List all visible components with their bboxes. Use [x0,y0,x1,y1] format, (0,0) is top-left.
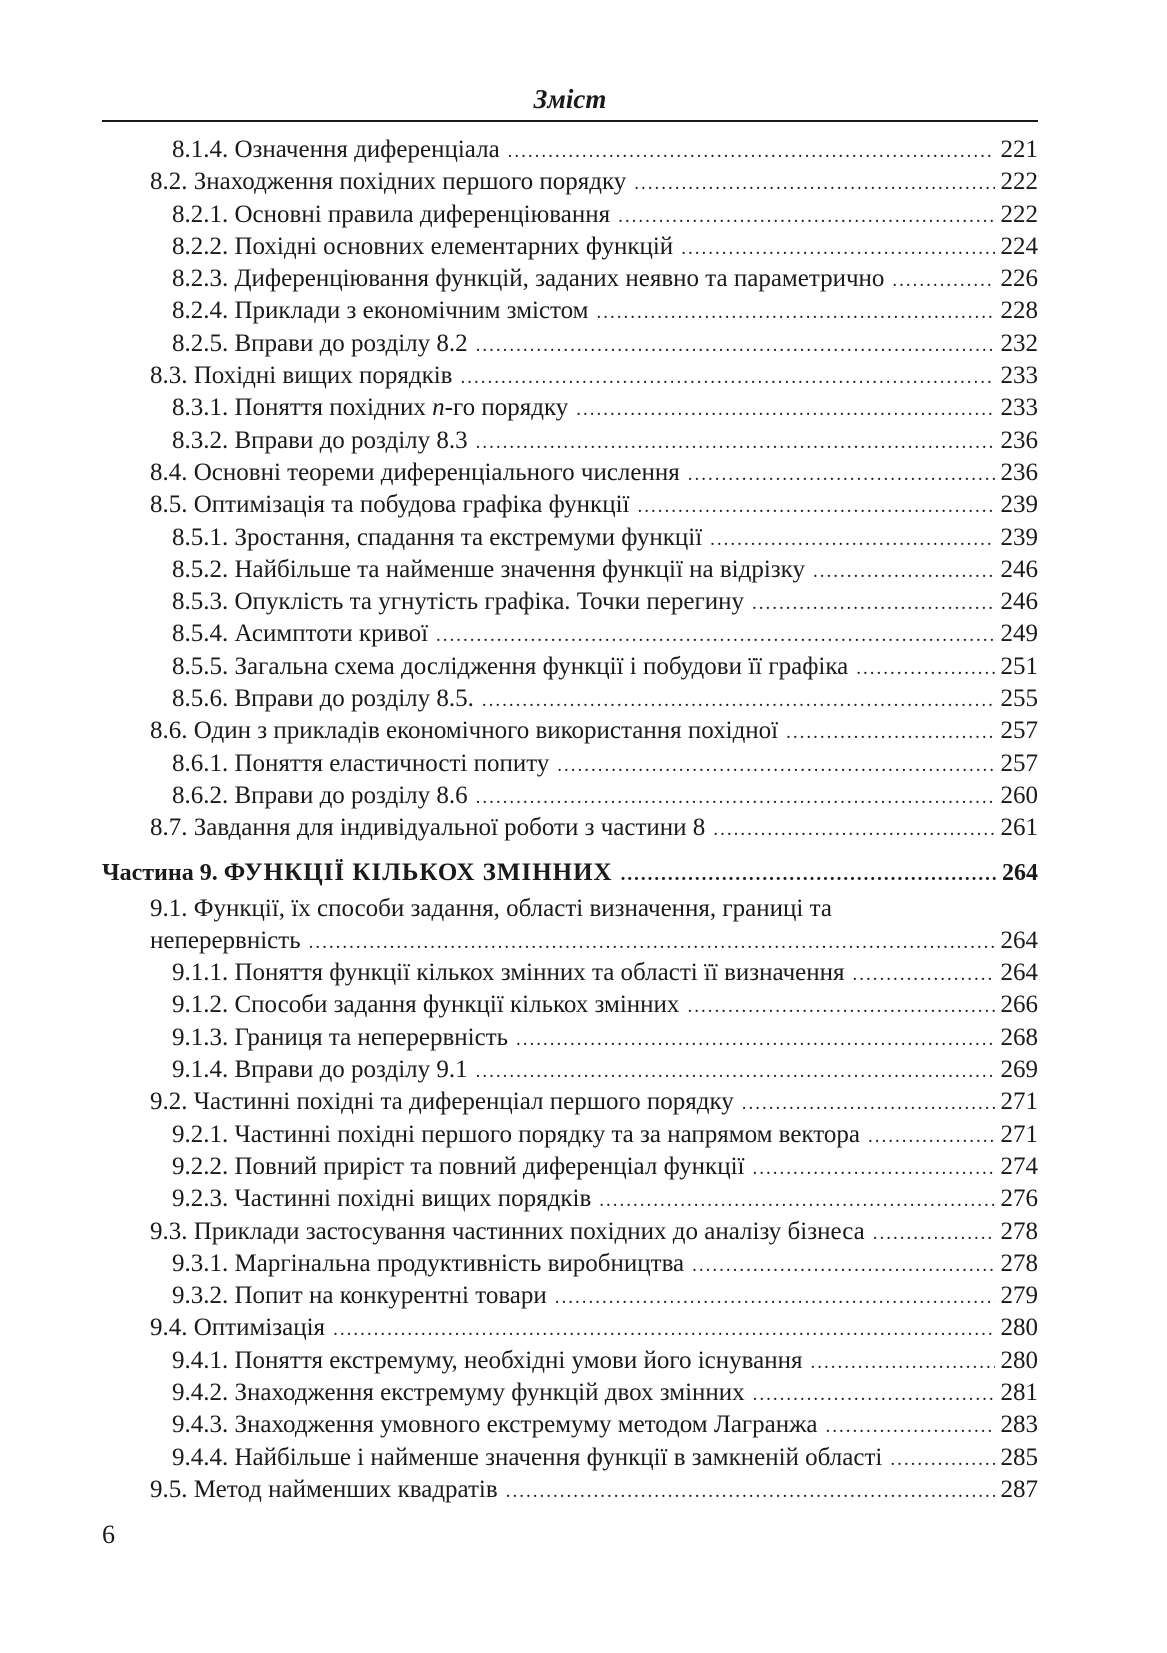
dot-leader [460,367,994,389]
toc-entry [102,1411,1038,1443]
toc-entry [102,991,1038,1023]
toc-entry-label: 8.2. Знаходження похідних першого порядку [150,168,627,196]
page-number: 6 [102,1520,115,1549]
dot-leader [853,964,995,986]
dot-leader [621,864,996,886]
dot-leader [555,1287,995,1309]
dot-leader [813,561,995,583]
dot-leader [476,787,995,809]
toc-entry [102,685,1038,717]
dot-leader [637,496,994,518]
toc-entry [102,1024,1038,1056]
toc-entry-label: 8.5. Оптимізація та побудова графіка функції [150,491,630,519]
toc-entry [102,297,1038,329]
dot-leader [436,625,994,647]
toc-entry-page: 264 [1000,959,1038,987]
toc-entry-label: 8.3.2. Вправи до розділу 8.3 [172,426,468,454]
toc-entry-page: 279 [1000,1282,1038,1310]
toc-entry-page: 280 [1000,1346,1038,1374]
toc-entry [102,717,1038,749]
toc-entry-page: 260 [1000,781,1038,809]
toc-part-label [102,859,613,887]
toc-entry-label: 9.4.1. Поняття екстремуму, необхідні умови його існування [172,1346,803,1374]
toc-entry [102,782,1038,814]
toc-entry-page: 228 [1000,297,1038,325]
header-rule [102,120,1038,122]
toc-entry-label: 8.2.4. Приклади з економічним змістом [172,297,589,325]
toc-entry [102,927,1038,959]
toc-entry-page: 246 [1000,555,1038,583]
toc-entry [102,1476,1038,1508]
dot-leader [786,722,994,744]
dot-leader [752,593,995,615]
toc-entry [102,1250,1038,1282]
toc-entry [102,459,1038,491]
toc-entry [102,201,1038,233]
dot-leader [597,302,995,324]
toc-entry-page: 251 [1000,652,1038,680]
toc-entry [102,1347,1038,1379]
toc-entry [102,1444,1038,1476]
toc-entry-page: 266 [1000,991,1038,1019]
toc-entry-label: 8.2.5. Вправи до розділу 8.2 [172,329,468,357]
toc-entry [102,491,1038,523]
table-of-contents [102,136,1038,1508]
toc-entry [102,427,1038,459]
toc-part-heading [102,859,1038,895]
toc-entry-page: 246 [1000,588,1038,616]
toc-entry [102,168,1038,200]
running-header: Зміст [533,84,607,114]
toc-entry-label: 8.5.6. Вправи до розділу 8.5. [172,685,474,713]
toc-entry-page: 278 [1000,1217,1038,1245]
toc-entry [102,233,1038,265]
dot-leader [516,1029,994,1051]
toc-entry-label: 9.2.3. Частинні похідні вищих порядків [172,1185,592,1213]
toc-entry [102,1314,1038,1346]
toc-entry-page: 261 [1000,814,1038,842]
toc-entry [102,620,1038,652]
toc-entry [102,394,1038,426]
toc-entry-label: 8.6.1. Поняття еластичності попиту [172,749,550,777]
toc-entry [102,1056,1038,1088]
toc-entry-label: 8.2.2. Похідні основних елементарних функцій [172,232,674,260]
toc-entry-label: 8.2.3. Диференціювання функцій, заданих неявно та параметрично [172,265,885,293]
dot-leader [692,1255,994,1277]
toc-entry-label: 9.1.2. Способи задання функції кількох змінних [172,991,680,1019]
toc-entry-label: 8.5.1. Зростання, спадання та екстремуми функції [172,523,703,551]
dot-leader [476,335,995,357]
toc-entry-label: 9.5. Метод найменших квадратів [150,1475,498,1503]
toc-entry [102,524,1038,556]
toc-entry [102,959,1038,991]
toc-entry-label: 9.2. Частинні похідні та диференціал першого порядку [150,1088,734,1116]
toc-entry [102,556,1038,588]
dot-leader [810,1352,994,1374]
toc-entry-label: 9.2.1. Частинні похідні першого порядку та за напрямом вектора [172,1120,860,1148]
toc-entry [102,814,1038,846]
toc-entry-label: 9.4.4. Найбільше і найменше значення функції в замкненій області [172,1443,883,1471]
toc-entry-label: 8.5.3. Опуклість та угнутість графіка. Точки перегину [172,588,744,616]
dot-leader [688,464,995,486]
toc-entry-label: 8.5.2. Найбільше та найменше значення функції на відрізку [172,555,805,583]
toc-entry-page: 271 [1000,1088,1038,1116]
dot-leader [856,658,994,680]
toc-entry [102,1379,1038,1411]
dot-leader [508,141,995,163]
toc-entry-page: 221 [1000,136,1038,163]
dot-leader [890,1449,994,1471]
toc-entry-page: 278 [1000,1249,1038,1277]
dot-leader [713,819,994,841]
toc-entry-label: 8.5.4. Асимптоти кривої [172,620,429,648]
toc-entry [102,750,1038,782]
dot-leader [873,1223,995,1245]
dot-leader [476,1061,995,1083]
toc-entry-label [172,394,568,422]
toc-entry-page: 281 [1000,1378,1038,1406]
toc-entry-label: 8.7. Завдання для індивідуальної роботи з частини 8 [150,814,706,842]
toc-entry-label: 9.4.3. Знаходження умовного екстремуму методом Лагранжа [172,1411,818,1439]
toc-entry-label-pre: 8.3.1. Поняття похідних [172,394,433,422]
toc-entry-page: 239 [1000,523,1038,551]
toc-entry-page: 264 [1000,926,1038,954]
toc-entry-label: 9.4. Оптимізація [150,1314,326,1342]
math-variable-n: n [432,394,445,422]
dot-leader [892,270,994,292]
toc-entry [102,588,1038,620]
dot-leader [333,1319,994,1341]
part-title: ФУНКЦІЇ КІЛЬКОХ ЗМІННИХ [223,858,613,886]
toc-entry-label: неперервність [150,926,301,954]
dot-leader [599,1190,994,1212]
toc-entry [102,265,1038,297]
dot-leader [742,1093,995,1115]
toc-entry-label: 8.5.5. Загальна схема дослідження функції і побудови її графіка [172,652,849,680]
dot-leader [752,1158,994,1180]
toc-entry-label: 9.2.2. Повний приріст та повний диференціал функції [172,1152,745,1180]
toc-entry-page: 274 [1000,1152,1038,1180]
toc-entry [102,1218,1038,1250]
toc-entry-page: 233 [1000,394,1038,422]
dot-leader [506,1481,995,1503]
toc-entry-page: 287 [1000,1475,1038,1503]
toc-entry [102,1153,1038,1185]
toc-entry-label: 9.3. Приклади застосування частинних похідних до аналізу бізнеса [150,1217,865,1245]
toc-entry-page: 222 [1000,168,1038,196]
dot-leader [618,206,994,228]
toc-entry [102,1185,1038,1217]
dot-leader [309,932,995,954]
dot-leader [687,996,994,1018]
toc-entry-page: 257 [1000,717,1038,745]
toc-entry-page: 271 [1000,1120,1038,1148]
toc-entry-page: 257 [1000,749,1038,777]
toc-entry-page: 233 [1000,362,1038,390]
part-prefix: Частина 9. [102,859,224,886]
toc-entry-page: 264 [1002,859,1038,886]
toc-entry-label: 8.6.2. Вправи до розділу 8.6 [172,781,468,809]
toc-entry-page: 236 [1000,458,1038,486]
toc-entry-page: 285 [1000,1443,1038,1471]
toc-entry-page: 268 [1000,1023,1038,1051]
toc-entry [102,653,1038,685]
dot-leader [681,238,994,260]
toc-entry-page: 226 [1000,265,1038,293]
toc-entry-page: 224 [1000,232,1038,260]
toc-entry-page: 222 [1000,200,1038,228]
toc-entry-page: 255 [1000,685,1038,713]
toc-entry-page: 249 [1000,620,1038,648]
toc-entry-label: 9.1.1. Поняття функції кількох змінних та області її визначення [172,959,845,987]
dot-leader [826,1416,995,1438]
toc-entry-label: 8.2.1. Основні правила диференціювання [172,200,611,228]
toc-entry-page: 283 [1000,1411,1038,1439]
toc-entry-label: 9.3.2. Попит на конкурентні товари [172,1282,547,1310]
toc-entry [102,136,1038,168]
toc-entry-page: 232 [1000,329,1038,357]
toc-entry-label: 9.1.3. Границя та неперервність [172,1023,509,1051]
dot-leader [634,173,994,195]
toc-entry [102,362,1038,394]
toc-entry-label: 8.6. Один з прикладів економічного використання похідної [150,717,779,745]
toc-entry-label: 9.4.2. Знаходження екстремуму функцій двох змінних [172,1378,745,1406]
dot-leader [868,1126,995,1148]
dot-leader [476,432,995,454]
dot-leader [753,1384,995,1406]
toc-entry-page: 269 [1000,1056,1038,1084]
toc-entry-first-line: 9.1. Функції, їх способи задання, області визначення, границі та [150,894,832,922]
toc-entry-label: 8.4. Основні теореми диференціального числення [150,458,680,486]
toc-entry-label-post: -го порядку [444,394,569,422]
toc-entry-label: 9.3.1. Маргінальна продуктивність виробництва [172,1249,685,1277]
toc-entry-label: 8.1.4. Означення диференціала [172,136,500,163]
toc-entry [102,1121,1038,1153]
dot-leader [576,399,994,421]
toc-entry-page: 276 [1000,1185,1038,1213]
dot-leader [482,690,995,712]
toc-entry-label: 9.1.4. Вправи до розділу 9.1 [172,1056,468,1084]
toc-entry-page: 236 [1000,426,1038,454]
toc-entry [102,330,1038,362]
dot-leader [710,529,994,551]
toc-entry-label: 8.3. Похідні вищих порядків [150,362,453,390]
dot-leader [557,755,994,777]
toc-entry [102,1088,1038,1120]
toc-entry-page: 239 [1000,491,1038,519]
toc-entry-page: 280 [1000,1314,1038,1342]
toc-entry [102,1282,1038,1314]
